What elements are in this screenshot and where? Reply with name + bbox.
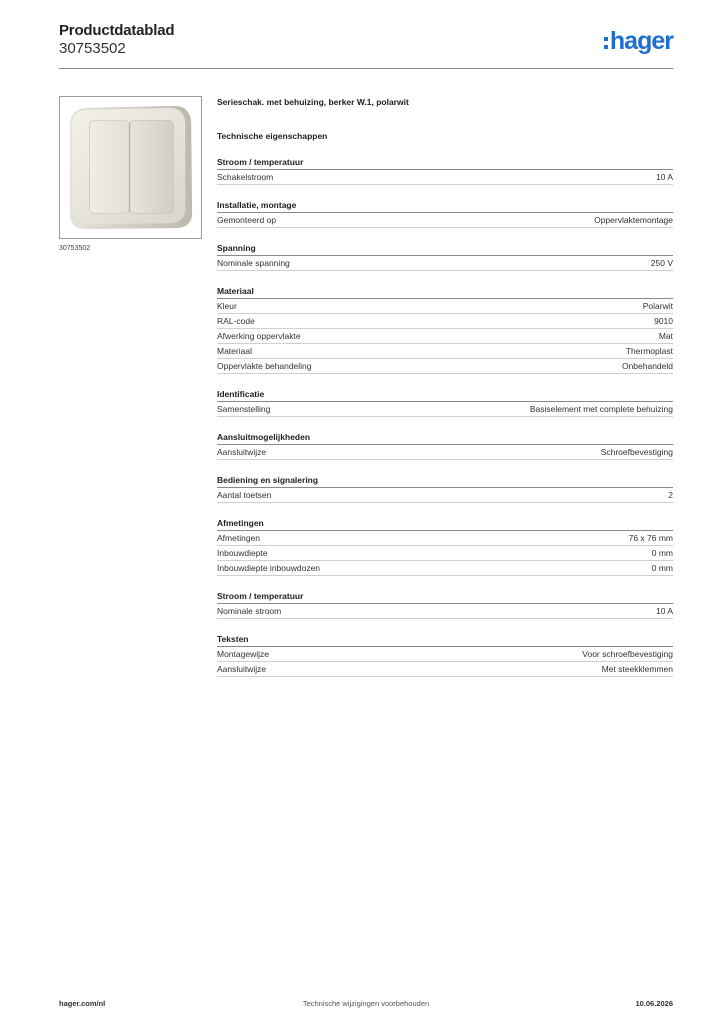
- logo-dots-icon: [604, 37, 608, 49]
- spec-value: 250 V: [650, 258, 673, 268]
- spec-value: Oppervlaktemontage: [594, 215, 673, 225]
- spec-sections: [217, 157, 673, 677]
- spec-key: Schakelstroom: [217, 172, 274, 182]
- spec-section: [217, 200, 673, 228]
- spec-value: Onbehandeld: [621, 361, 673, 371]
- product-name: Serieschak. met behuizing, berker W.1, polarwit: [217, 97, 409, 107]
- page-footer: [59, 999, 673, 1011]
- spec-value: 0 mm: [651, 548, 673, 558]
- section-title: Teksten: [217, 634, 673, 647]
- spec-row: [217, 213, 673, 228]
- spec-key: Nominale stroom: [217, 606, 282, 616]
- spec-section: [217, 389, 673, 417]
- header-divider: [59, 68, 673, 69]
- footer-website: hager.com/nl: [59, 999, 106, 1008]
- spec-row: [217, 604, 673, 619]
- spec-row: [217, 445, 673, 460]
- footer-date: 10.06.2026: [635, 999, 673, 1008]
- spec-section: [217, 286, 673, 374]
- technical-properties-heading: Technische eigenschappen: [217, 131, 328, 141]
- spec-key: Afmetingen: [217, 533, 260, 543]
- section-title: Bediening en signalering: [217, 475, 673, 488]
- spec-section: [217, 591, 673, 619]
- spec-row: [217, 329, 673, 344]
- section-title: Stroom / temperatuur: [217, 157, 673, 170]
- spec-section: [217, 157, 673, 185]
- spec-key: Aansluitwijze: [217, 664, 267, 674]
- spec-value: Schroefbevestiging: [600, 447, 673, 457]
- spec-row: [217, 170, 673, 185]
- spec-key: Nominale spanning: [217, 258, 290, 268]
- spec-value: Voor schroefbevestiging: [582, 649, 673, 659]
- page-header: [59, 22, 673, 68]
- spec-section: [217, 432, 673, 460]
- spec-row: [217, 344, 673, 359]
- section-title: Materiaal: [217, 286, 673, 299]
- spec-row: [217, 256, 673, 271]
- spec-key: Aansluitwijze: [217, 447, 267, 457]
- footer-disclaimer: Technische wijzigingen voorbehouden: [302, 999, 430, 1008]
- spec-value: Thermoplast: [625, 346, 673, 356]
- spec-value: Polarwit: [642, 301, 673, 311]
- spec-key: Oppervlakte behandeling: [217, 361, 312, 371]
- spec-content: [217, 96, 673, 677]
- spec-row: [217, 314, 673, 329]
- spec-value: 9010: [654, 316, 673, 326]
- spec-key: Inbouwdiepte inbouwdozen: [217, 563, 321, 573]
- section-title: Identificatie: [217, 389, 673, 402]
- spec-value: 10 A: [655, 172, 673, 182]
- spec-row: [217, 488, 673, 503]
- spec-section: [217, 518, 673, 576]
- spec-row: [217, 299, 673, 314]
- spec-section: [217, 475, 673, 503]
- spec-key: Materiaal: [217, 346, 252, 356]
- spec-key: Kleur: [217, 301, 237, 311]
- spec-row: [217, 402, 673, 417]
- document-title: Productdatablad: [59, 22, 175, 39]
- spec-row: [217, 546, 673, 561]
- spec-row: [217, 561, 673, 576]
- spec-key: RAL-code: [217, 316, 255, 326]
- spec-value: 10 A: [655, 606, 673, 616]
- spec-row: [217, 647, 673, 662]
- logo-text: hager: [609, 27, 673, 55]
- spec-key: Gemonteerd op: [217, 215, 277, 225]
- section-title: Stroom / temperatuur: [217, 591, 673, 604]
- section-title: Spanning: [217, 243, 673, 256]
- spec-section: [217, 634, 673, 677]
- spec-value: 76 x 76 mm: [628, 533, 673, 543]
- hager-logo: [604, 28, 673, 54]
- spec-value: Met steekklemmen: [601, 664, 673, 674]
- spec-value: Mat: [658, 331, 673, 341]
- section-title: Afmetingen: [217, 518, 673, 531]
- spec-key: Samenstelling: [217, 404, 271, 414]
- spec-row: [217, 359, 673, 374]
- spec-key: Aantal toetsen: [217, 490, 272, 500]
- spec-key: Afwerking oppervlakte: [217, 331, 301, 341]
- document-number: 30753502: [59, 40, 126, 57]
- image-caption: 30753502: [59, 245, 91, 252]
- spec-key: Inbouwdiepte: [217, 548, 268, 558]
- spec-value: 2: [668, 490, 673, 500]
- product-image: [59, 96, 202, 239]
- spec-row: [217, 531, 673, 546]
- spec-value: 0 mm: [651, 563, 673, 573]
- section-title: Aansluitmogelijkheden: [217, 432, 673, 445]
- spec-value: Basiselement met complete behuizing: [529, 404, 673, 414]
- spec-key: Montagewijze: [217, 649, 269, 659]
- double-switch-icon: [60, 97, 201, 238]
- spec-row: [217, 662, 673, 677]
- spec-section: [217, 243, 673, 271]
- section-title: Installatie, montage: [217, 200, 673, 213]
